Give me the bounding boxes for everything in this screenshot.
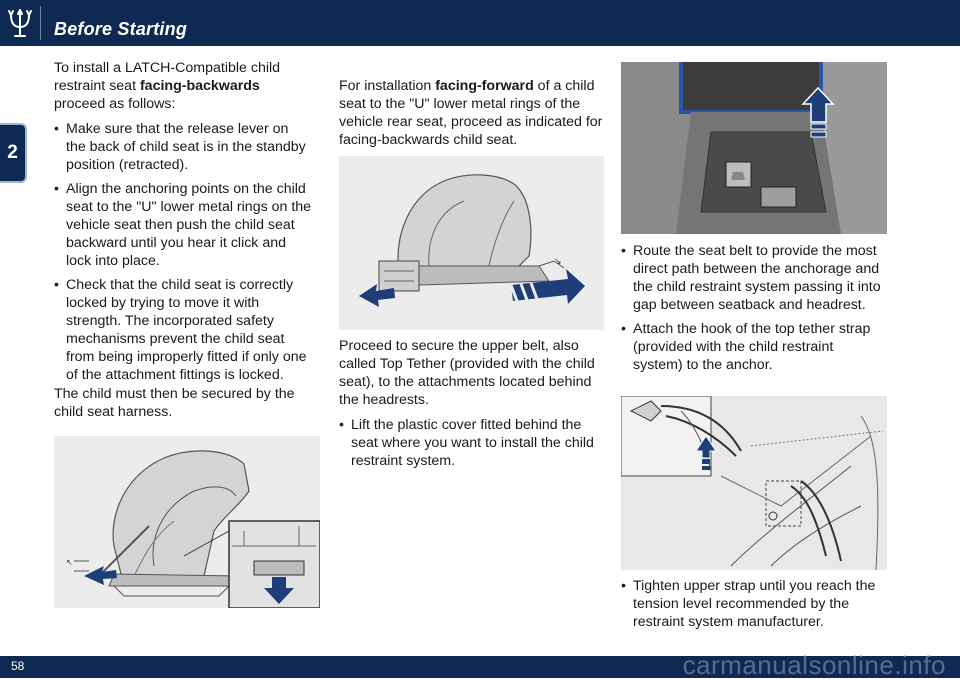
list-item: • Lift the plastic cover fitted behind the seat where you want to install the child restraint system. — [339, 417, 594, 469]
list-item: • Attach the hook of the top tether strap (provided with the child restraint system) to the anchor. — [621, 321, 871, 373]
child-seat-rear-facing-figure — [54, 436, 320, 608]
child-seat-forward-facing-figure — [339, 156, 604, 330]
column-left — [54, 59, 312, 428]
header-divider — [40, 6, 41, 40]
watermark: carmanualsonline.info — [682, 650, 946, 680]
trident-logo-icon — [0, 0, 40, 46]
closing-paragraph: The child must then be secured by the child seat harness. — [54, 386, 295, 420]
list-item: • Check that the child seat is correctly locked by trying to move it with strength. The incorporated safety mechanisms prevent the child seat from being improperly fitted if only one of the attachment fittings is locked. — [54, 277, 307, 383]
column-middle-lower — [339, 337, 604, 476]
tether-hook-figure — [621, 396, 887, 570]
page-title: Before Starting — [54, 19, 188, 39]
svg-text:↘: ↘ — [554, 256, 562, 266]
page-header — [0, 0, 960, 46]
list-item: • Align the anchoring points on the child seat to the "U" lower metal rings on the vehicle seat then push the child seat backward until you hear it click and lock into place. — [54, 181, 312, 269]
column-right — [621, 242, 883, 380]
top-tether-paragraph: Proceed to secure the upper belt, also called Top Tether (provided with the child seat), to the attachments located behind the headrests. — [339, 338, 595, 408]
bullet-icon: • — [54, 121, 59, 137]
bullet-icon: • — [54, 181, 59, 197]
bullet-icon: • — [54, 277, 59, 293]
page-number: 58 — [11, 659, 25, 673]
bullet-icon: • — [621, 578, 626, 594]
bullet-icon: • — [339, 417, 344, 433]
svg-text:↖: ↖ — [66, 558, 73, 567]
cover-lift-figure — [621, 62, 887, 234]
list-item: • Make sure that the release lever on the back of child seat is in the standby position (retracted). — [54, 121, 306, 173]
column-middle — [339, 77, 604, 156]
intro-paragraph: To install a LATCH-Compatible child restraint seat facing-backwards proceed as follows: — [54, 60, 281, 112]
forward-install-paragraph: For installation facing-forward of a child seat to the "U" lower metal rings of the vehicle rear seat, proceed as indicated for facing-backwards child seat. — [339, 78, 603, 148]
column-right-lower — [621, 577, 883, 637]
list-item: • Tighten upper strap until you reach the tension level recommended by the restraint system manufacturer. — [621, 578, 876, 630]
chapter-tab[interactable]: 2 — [0, 123, 27, 183]
bullet-icon: • — [621, 243, 626, 259]
bullet-icon: • — [621, 321, 626, 337]
list-item: • Route the seat belt to provide the most direct path between the anchorage and the child restraint system passing it into gap between seatback and headrest. — [621, 243, 881, 313]
